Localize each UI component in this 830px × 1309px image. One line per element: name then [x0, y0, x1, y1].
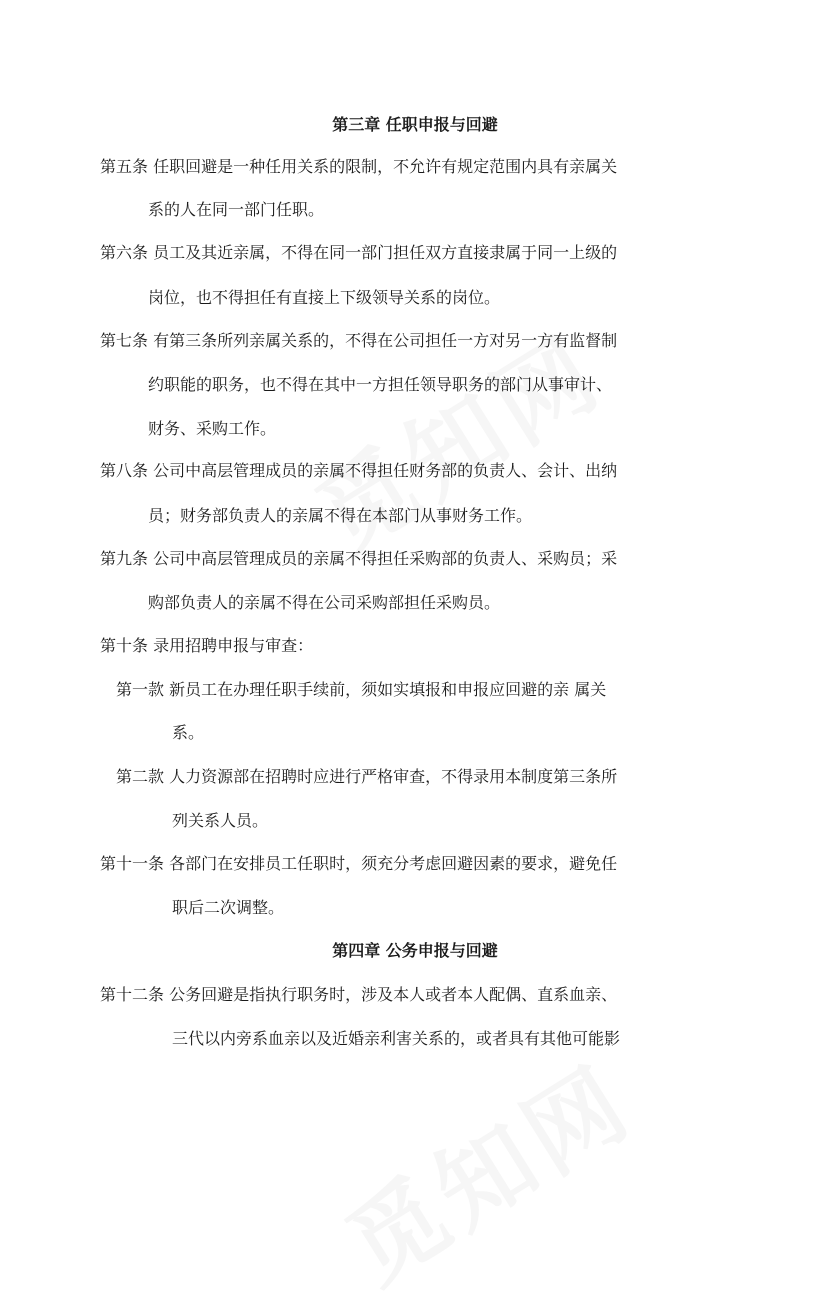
- article-9-continuation: 购部负责人的亲属不得在公司采购部担任采购员。: [148, 593, 501, 612]
- article-7-continuation: 财务、采购工作。: [148, 419, 277, 438]
- clause-2: [116, 766, 617, 788]
- article-label: 第八条: [100, 461, 149, 480]
- article-12: [100, 984, 617, 1006]
- article-text: 录用招聘申报与审查：: [153, 636, 314, 655]
- article-text: 公务回避是指执行职务时，涉及本人或者本人配偶、直系血亲、: [169, 985, 618, 1004]
- article-7-continuation: 约职能的职务，也不得在其中一方担任领导职务的部门从事审计、: [148, 375, 613, 394]
- article-text: 员工及其近亲属，不得在同一部门担任双方直接隶属于同一上级的: [153, 243, 618, 262]
- clause-1: [116, 679, 606, 701]
- article-5-continuation: 系的人在同一部门任职。: [148, 200, 325, 219]
- article-8: [100, 460, 617, 482]
- article-text: 公司中高层管理成员的亲属不得担任财务部的负责人、会计、出纳: [153, 461, 618, 480]
- article-text: 公司中高层管理成员的亲属不得担任采购部的负责人、采购员；采: [153, 549, 618, 568]
- clause-text: 人力资源部在招聘时应进行严格审查，不得录用本制度第三条所: [169, 767, 618, 786]
- article-11-continuation: 职后二次调整。: [172, 898, 285, 917]
- clause-1-continuation: 系。: [172, 723, 205, 742]
- article-6-continuation: 岗位，也不得担任有直接上下级领导关系的岗位。: [148, 288, 501, 307]
- article-label: 第七条: [100, 331, 149, 350]
- article-10: [100, 635, 313, 657]
- article-text: 任职回避是一种任用关系的限制，不允许有规定范围内具有亲属关: [153, 157, 618, 176]
- article-label: 第六条: [100, 243, 149, 262]
- article-label: 第九条: [100, 549, 149, 568]
- chapter-3-title: 第三章 任职申报与回避: [332, 115, 498, 134]
- article-label: 第十一条: [100, 854, 165, 873]
- clause-label: 第一款: [116, 680, 165, 699]
- article-11: [100, 853, 617, 875]
- article-label: 第五条: [100, 157, 149, 176]
- article-6: [100, 242, 617, 264]
- article-text: 有第三条所列亲属关系的，不得在公司担任一方对另一方有监督制: [153, 331, 618, 350]
- article-label: 第十条: [100, 636, 149, 655]
- chapter-4-title: 第四章 公务申报与回避: [332, 941, 498, 960]
- article-8-continuation: 员；财务部负责人的亲属不得在本部门从事财务工作。: [148, 506, 533, 525]
- clause-label: 第二款: [116, 767, 165, 786]
- article-9: [100, 548, 617, 570]
- article-5: [100, 156, 617, 178]
- article-text: 各部门在安排员工任职时，须充分考虑回避因素的要求，避免任: [169, 854, 618, 873]
- clause-text: 新员工在办理任职手续前，须如实填报和申报应回避的亲 属关: [169, 680, 607, 699]
- article-7: [100, 330, 617, 352]
- clause-2-continuation: 列关系人员。: [172, 811, 269, 830]
- article-12-continuation: 三代以内旁系血亲以及近婚亲利害关系的，或者具有其他可能影: [172, 1029, 621, 1048]
- article-label: 第十二条: [100, 985, 165, 1004]
